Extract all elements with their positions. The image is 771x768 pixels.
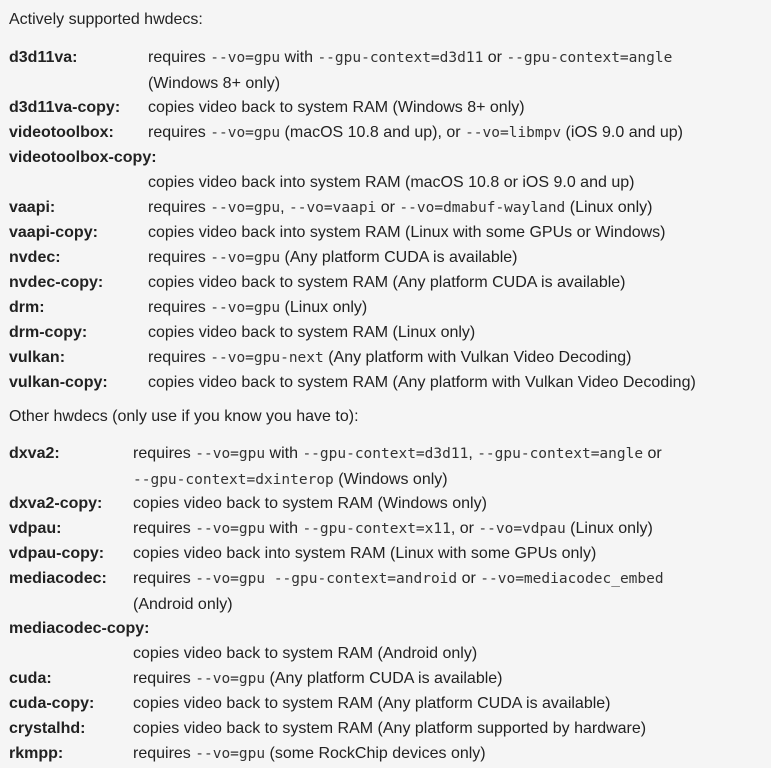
hwdec-term: cuda:	[9, 670, 52, 687]
description-text: (Any platform CUDA is available)	[280, 249, 518, 266]
hwdec-term: rkmpp:	[9, 745, 64, 762]
hwdec-entry	[9, 666, 771, 691]
hwdec-description	[148, 245, 771, 271]
hwdec-entry	[9, 220, 771, 245]
description-text: (Windows only)	[333, 471, 448, 488]
option-code: --vo=libmpv	[465, 125, 562, 141]
option-code: --vo=gpu	[210, 125, 281, 141]
hwdec-entry	[9, 195, 771, 220]
hwdec-description	[148, 320, 771, 345]
hwdec-term: videotoolbox-copy:	[9, 149, 157, 166]
hwdec-description	[133, 541, 771, 566]
hwdec-description	[148, 270, 771, 295]
description-text: ,	[280, 199, 289, 216]
option-code: --vo=gpu	[195, 746, 266, 762]
description-text: , or	[450, 520, 479, 537]
description-text: (Any platform CUDA is available)	[265, 670, 503, 687]
hwdec-term: d3d11va-copy:	[9, 99, 121, 116]
description-text: (Windows 8+ only)	[148, 75, 281, 92]
description-text: (Android only)	[133, 596, 233, 613]
hwdec-description	[133, 716, 771, 741]
hwdec-entry	[9, 691, 771, 716]
option-code: --vo=gpu	[195, 671, 266, 687]
hwdec-entry	[9, 45, 771, 95]
description-text: with	[265, 520, 303, 537]
description-text: copies video back to system RAM (Any platform with Vulkan Video Decoding)	[148, 374, 696, 391]
description-text: copies video back to system RAM (Windows only)	[133, 495, 487, 512]
hwdec-entry	[9, 320, 771, 345]
description-text: requires	[148, 124, 211, 141]
hwdec-description	[148, 95, 771, 120]
hwdec-term: cuda-copy:	[9, 695, 95, 712]
hwdec-term: crystalhd:	[9, 720, 86, 737]
hwdec-term: vdpau-copy:	[9, 545, 105, 562]
hwdec-description	[133, 566, 771, 617]
hwdec-term: mediacodec-copy:	[9, 620, 150, 637]
hwdec-description	[133, 641, 771, 666]
hwdec-term: videotoolbox:	[9, 124, 114, 141]
description-text: with	[265, 445, 303, 462]
hwdec-entry	[9, 566, 771, 616]
hwdec-entry	[9, 295, 771, 320]
section-heading-supported: Actively supported hwdecs:	[9, 11, 203, 28]
description-text: requires	[148, 249, 211, 266]
hwdec-term: vaapi-copy:	[9, 224, 98, 241]
hwdec-description	[148, 45, 771, 96]
hwdec-entry	[9, 95, 771, 120]
description-text: or	[457, 570, 481, 587]
hwdec-description	[133, 666, 771, 692]
option-code: --gpu-context=angle	[506, 50, 673, 66]
hwdec-entry	[9, 491, 771, 516]
hwdec-term: drm-copy:	[9, 324, 88, 341]
hwdec-description	[133, 741, 771, 767]
option-code: --vo=gpu	[195, 446, 266, 462]
option-code: --vo=gpu	[210, 300, 281, 316]
hwdec-term: drm:	[9, 299, 45, 316]
description-text: with	[280, 49, 318, 66]
hwdec-description	[148, 195, 771, 221]
description-text: requires	[133, 445, 196, 462]
option-code: --vo=dmabuf-wayland	[399, 200, 566, 216]
description-text: (Linux only)	[280, 299, 368, 316]
description-text: requires	[148, 199, 211, 216]
description-text: requires	[148, 299, 211, 316]
hwdec-term: nvdec:	[9, 249, 61, 266]
description-text: (Linux only)	[565, 520, 653, 537]
description-text: copies video back to system RAM (Any platform supported by hardware)	[133, 720, 647, 737]
description-text: (iOS 9.0 and up)	[561, 124, 683, 141]
description-text: requires	[133, 745, 196, 762]
hwdec-entry	[9, 345, 771, 370]
option-code: --vo=mediacodec_embed	[480, 571, 664, 587]
description-text: copies video back into system RAM (macOS 10.8 or iOS 9.0 and up)	[148, 174, 635, 191]
description-text: or	[643, 445, 662, 462]
option-code: --vo=gpu --gpu-context=android	[195, 571, 458, 587]
option-code: --vo=vdpau	[478, 521, 566, 537]
hwdec-entry	[9, 741, 771, 766]
hwdec-entry	[9, 145, 771, 195]
hwdec-description	[133, 691, 771, 716]
option-code: --vo=vaapi	[288, 200, 377, 216]
hwdec-description	[148, 370, 771, 395]
hwdec-description	[133, 491, 771, 516]
hwdec-entry	[9, 441, 771, 491]
description-text: requires	[148, 49, 211, 66]
hwdec-entry	[9, 270, 771, 295]
description-text: copies video back to system RAM (Windows 8+ only)	[148, 99, 525, 116]
hwdec-entry	[9, 370, 771, 395]
hwdec-entry	[9, 516, 771, 541]
description-text: ,	[468, 445, 478, 462]
hwdec-term: dxva2-copy:	[9, 495, 103, 512]
description-text: copies video back to system RAM (Linux only)	[148, 324, 476, 341]
description-text: copies video back into system RAM (Linux with some GPUs or Windows)	[148, 224, 666, 241]
description-text: copies video back to system RAM (Any platform CUDA is available)	[133, 695, 611, 712]
option-code: --vo=gpu	[210, 50, 281, 66]
option-code: --gpu-context=dxinterop	[133, 472, 334, 488]
hwdec-entry	[9, 120, 771, 145]
hwdec-term: dxva2:	[9, 445, 60, 462]
description-text: requires	[133, 520, 196, 537]
description-text: copies video back to system RAM (Any platform CUDA is available)	[148, 274, 626, 291]
option-code: --gpu-context=d3d11	[302, 446, 469, 462]
option-code: --gpu-context=d3d11	[317, 50, 484, 66]
description-text: (macOS 10.8 and up), or	[280, 124, 466, 141]
hwdec-entry	[9, 616, 771, 666]
option-code: --vo=gpu	[195, 521, 266, 537]
description-text: copies video back into system RAM (Linux with some GPUs only)	[133, 545, 597, 562]
hwdec-entry	[9, 716, 771, 741]
hwdec-entry	[9, 245, 771, 270]
option-code: --vo=gpu-next	[210, 350, 324, 366]
option-code: --vo=gpu	[210, 250, 281, 266]
hwdec-description	[133, 516, 771, 542]
description-text: (Any platform with Vulkan Video Decoding)	[323, 349, 632, 366]
section-heading-other: Other hwdecs (only use if you know you have to):	[9, 408, 359, 425]
hwdec-description	[133, 441, 771, 493]
description-text: requires	[148, 349, 211, 366]
description-text: (some RockChip devices only)	[265, 745, 486, 762]
hwdec-term: vulkan-copy:	[9, 374, 108, 391]
hwdec-description	[148, 345, 771, 371]
description-text: (Linux only)	[565, 199, 653, 216]
hwdec-term: vulkan:	[9, 349, 66, 366]
hwdec-term: vaapi:	[9, 199, 56, 216]
description-text: or	[376, 199, 400, 216]
description-text: copies video back to system RAM (Android only)	[133, 645, 478, 662]
hwdec-term: mediacodec:	[9, 570, 107, 587]
option-code: --gpu-context=angle	[477, 446, 644, 462]
hwdec-description	[148, 170, 771, 195]
description-text: requires	[133, 570, 196, 587]
hwdec-term: vdpau:	[9, 520, 62, 537]
option-code: --gpu-context=x11	[302, 521, 451, 537]
description-text: or	[483, 49, 507, 66]
hwdec-entry	[9, 541, 771, 566]
option-code: --vo=gpu	[210, 200, 281, 216]
hwdec-description	[148, 295, 771, 321]
hwdec-term: nvdec-copy:	[9, 274, 104, 291]
hwdec-term: d3d11va:	[9, 49, 78, 66]
description-text: requires	[133, 670, 196, 687]
hwdec-description	[148, 120, 771, 146]
hwdec-description	[148, 220, 771, 245]
